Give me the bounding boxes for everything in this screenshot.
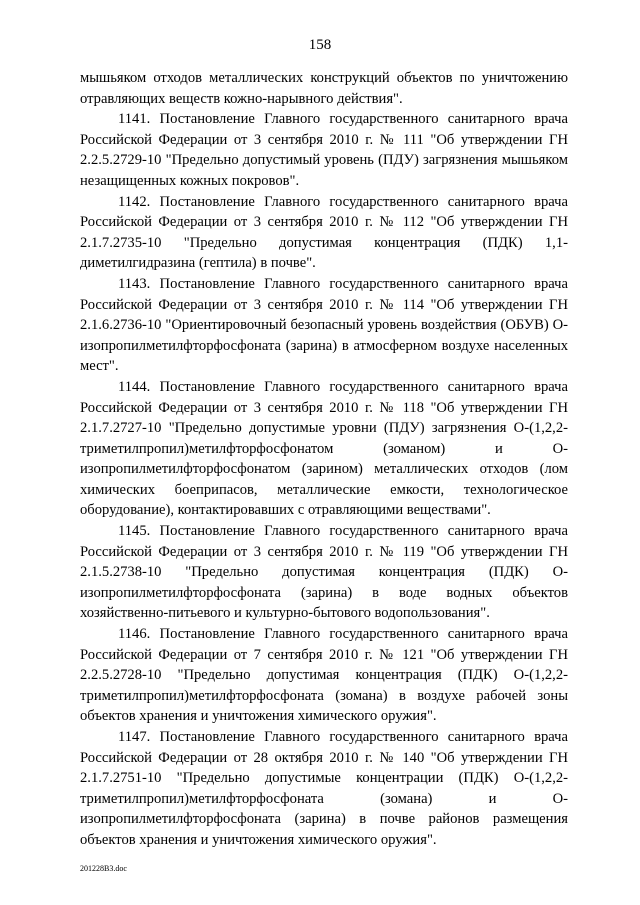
list-item-1147: 1147. Постановление Главного государственного санитарного врача Российской Федерации от 28 октября 2010 г. № 140 "Об утверждении ГН 2.1.7.2751-10 "Предельно допустимые концентрации (ПДК) О-(1,2,2-триметилпропил)метилфторфосфоната (зомана) и О-изопропилметилфторфосфоната (зарина) в почве районов размещения объектов хранения и уничтожения химического оружия". (80, 729, 568, 848)
list-item-1141: 1141. Постановление Главного государственного санитарного врача Российской Федерации от 3 сентября 2010 г. № 111 "Об утверждении ГН 2.2.5.2729-10 "Предельно допустимый уровень (ПДУ) загрязнения мышьяком незащищенных кожных покровов". (80, 111, 568, 189)
paragraph-continuation: мышьяком отходов металлических конструкций объектов по уничтожению отравляющих веществ кожно-нарывного действия". (80, 70, 568, 107)
page-number: 158 (308, 37, 332, 53)
list-item-1146: 1146. Постановление Главного государственного санитарного врача Российской Федерации от 7 сентября 2010 г. № 121 "Об утверждении ГН 2.2.5.2728-10 "Предельно допустимая концентрация (ПДК) О-(1,2,2-триметилпропил)метилфторфосфоната (зомана) в воздухе рабочей зоны объектов хранения и уничтожения химического оружия". (80, 626, 568, 725)
document-body (80, 68, 568, 851)
list-item-1144: 1144. Постановление Главного государственного санитарного врача Российской Федерации от 3 сентября 2010 г. № 118 "Об утверждении ГН 2.1.7.2727-10 "Предельно допустимые уровни (ПДУ) загрязнения О-(1,2,2-триметилпропил)метилфторфосфонатом (зоманом) и О-изопропилметилфторфосфонатом (зарином) металлических отходов (лом химических боеприпасов, металлические емкости, технологическое оборудование), контактировавших с отравляющими веществами". (80, 378, 568, 519)
list-item-1142: 1142. Постановление Главного государственного санитарного врача Российской Федерации от 3 сентября 2010 г. № 112 "Об утверждении ГН 2.1.7.2735-10 "Предельно допустимая концентрация (ПДК) 1,1-диметилгидразина (гептила) в почве". (80, 193, 568, 272)
file-code-footer: 201228В3.doc (80, 864, 127, 873)
list-item-1145: 1145. Постановление Главного государственного санитарного врача Российской Федерации от 3 сентября 2010 г. № 119 "Об утверждении ГН 2.1.5.2738-10 "Предельно допустимая концентрация (ПДК) О-изопропилметилфторфосфоната (зарина) в воде водных объектов хозяйственно-питьевого и культурно-бытового водопользования". (80, 523, 568, 622)
list-item-1143: 1143. Постановление Главного государственного санитарного врача Российской Федерации от 3 сентября 2010 г. № 114 "Об утверждении ГН 2.1.6.2736-10 "Ориентировочный безопасный уровень воздействия (ОБУВ) О-изопропилметилфторфосфоната (зарина) в атмосферном воздухе населенных мест". (80, 275, 568, 375)
